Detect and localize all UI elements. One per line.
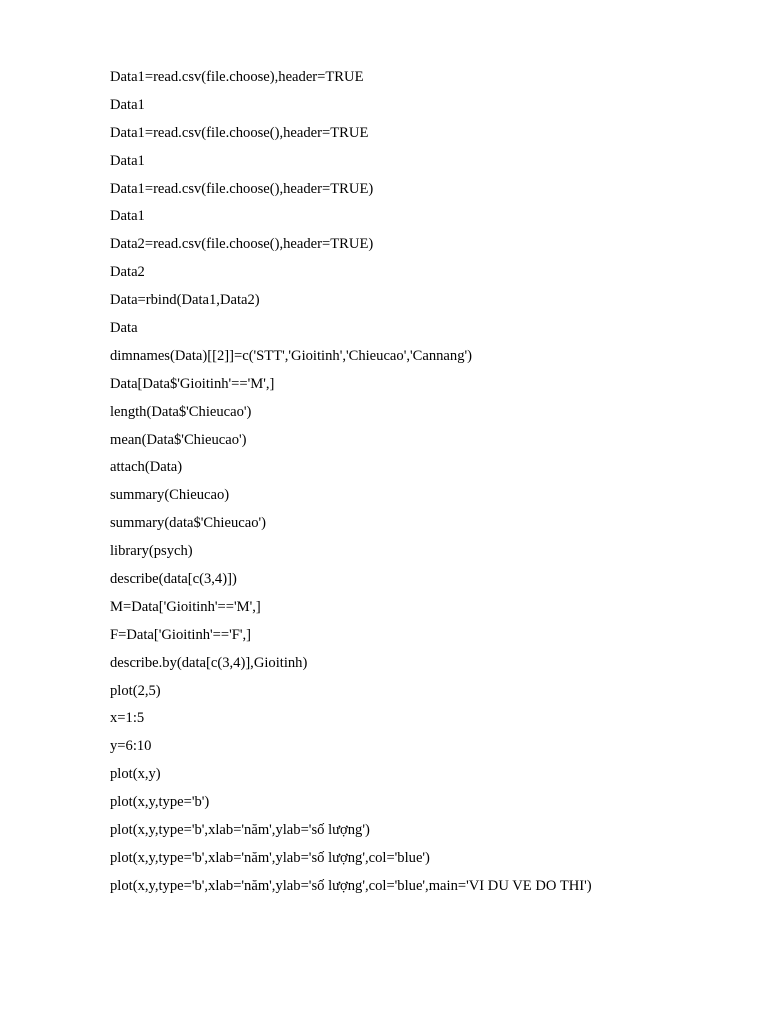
code-line: plot(x,y,type='b',xlab='năm',ylab='số lượng') <box>110 822 370 839</box>
code-line: Data1 <box>110 208 145 225</box>
code-line: Data1=read.csv(file.choose(),header=TRUE <box>110 124 369 141</box>
code-line: summary(data$'Chieucao') <box>110 515 267 532</box>
code-line: M=Data['Gioitinh'=='M',] <box>110 598 261 615</box>
code-line: Data2 <box>110 264 145 281</box>
code-line: F=Data['Gioitinh'=='F',] <box>110 626 252 643</box>
code-line: Data <box>110 320 138 337</box>
code-line: plot(2,5) <box>110 682 161 699</box>
code-line-list <box>110 66 592 903</box>
code-line: plot(x,y,type='b') <box>110 794 210 811</box>
code-line: plot(x,y,type='b',xlab='năm',ylab='số lượng',col='blue') <box>110 849 430 866</box>
code-line: attach(Data) <box>110 459 183 476</box>
code-line: plot(x,y) <box>110 766 161 783</box>
code-line: length(Data$'Chieucao') <box>110 403 252 420</box>
code-line: y=6:10 <box>110 738 152 755</box>
code-line: Data1 <box>110 152 145 169</box>
code-line: library(psych) <box>110 543 193 560</box>
code-line: Data1=read.csv(file.choose),header=TRUE <box>110 69 364 85</box>
code-line: describe.by(data[c(3,4)],Gioitinh) <box>110 654 308 671</box>
code-line: mean(Data$'Chieucao') <box>110 431 247 448</box>
code-line: dimnames(Data)[[2]]=c('STT','Gioitinh','Chieucao','Cannang') <box>110 347 472 364</box>
code-line: summary(Chieucao) <box>110 487 230 504</box>
code-line: describe(data[c(3,4)]) <box>110 571 237 588</box>
code-line: x=1:5 <box>110 710 145 727</box>
code-line: Data[Data$'Gioitinh'=='M',] <box>110 375 275 392</box>
code-line: Data2=read.csv(file.choose(),header=TRUE) <box>110 236 374 253</box>
code-line: Data=rbind(Data1,Data2) <box>110 292 260 309</box>
code-line: Data1 <box>110 96 145 113</box>
code-line: plot(x,y,type='b',xlab='năm',ylab='số lượng',col='blue',main='VI DU VE DO THI') <box>110 877 592 894</box>
code-line: Data1=read.csv(file.choose(),header=TRUE) <box>110 180 374 197</box>
